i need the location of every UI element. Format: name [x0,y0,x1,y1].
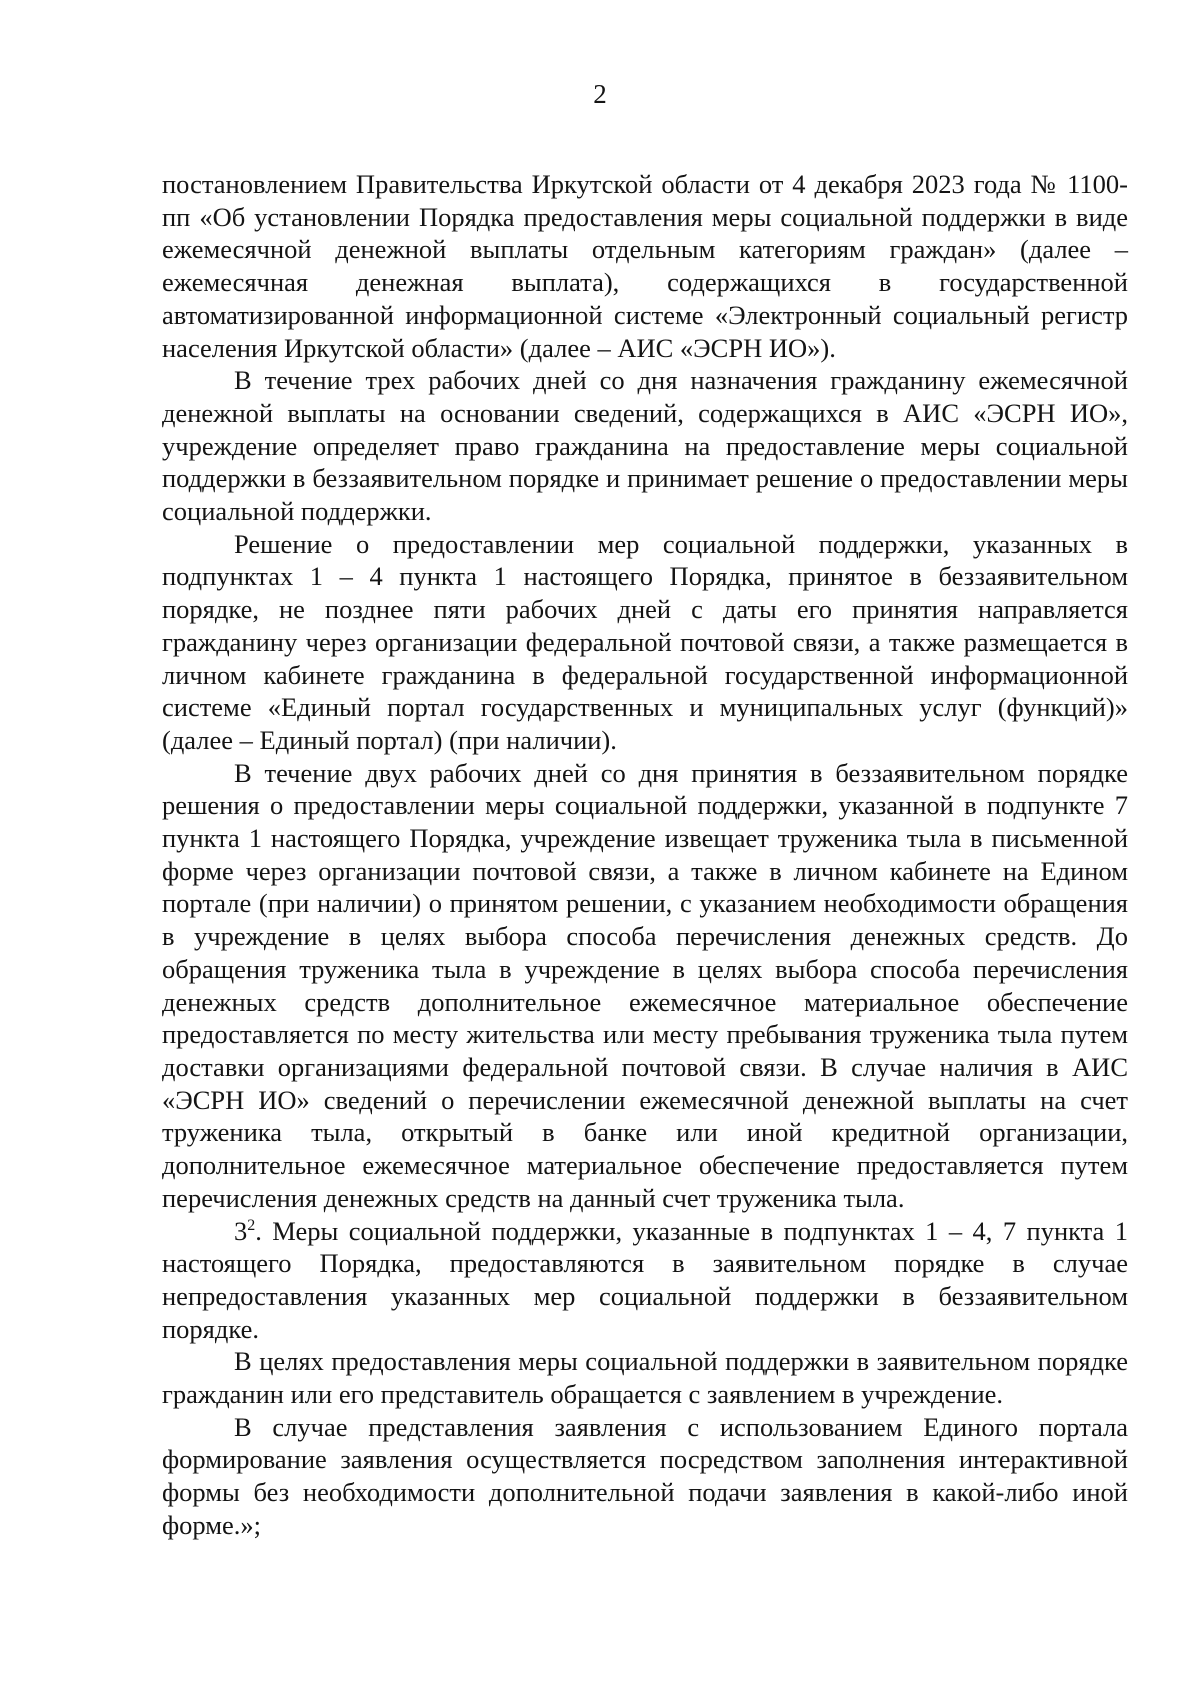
paragraph-continuation: постановлением Правительства Иркутской области от 4 декабря 2023 года № 1100-пп «Об установлении Порядка предоставления меры социальной поддержки в виде ежемесячной денежной выплаты отдельным категориям граждан» (далее – ежемесячная денежная выплата), содержащихся в государственной автоматизированной информационной системе «Электронный социальный регистр населения Иркутской области» (далее – АИС «ЭСРН ИО»). [162,169,1128,363]
paragraph-single-portal: В случае представления заявления с использованием Единого портала формирование заявления осуществляется посредством заполнения интерактивной формы без необходимости дополнительной подачи заявления в какой-либо иной форме.»; [162,1411,1128,1540]
clause-superscript: 2 [247,1216,256,1234]
paragraph-home-front-worker: В течение двух рабочих дней со дня принятия в беззаявительном порядке решения о предоставлении меры социальной поддержки, указанной в подпункте 7 пункта 1 настоящего Порядка, учреждение извещает труженика тыла в письменной форме через организации почтовой связи, а также в личном кабинете на Едином портале (при наличии) о принятом решении, с указанием необходимости обращения в учреждение в целях выбора способа перечисления денежных средств. До обращения труженика тыла в учреждение в целях выбора способа перечисления денежных средств дополнительное ежемесячное материальное обеспечение предоставляется по месту жительства или месту пребывания труженика тыла путем доставки организациями федеральной почтовой связи. В случае наличия в АИС «ЭСРН ИО» сведений о перечислении ежемесячной денежной выплаты на счет труженика тыла, открытый в банке или иной кредитной организации, дополнительное ежемесячное материальное обеспечение предоставляется путем перечисления денежных средств на данный счет труженика тыла. [162,757,1128,1213]
document-body [162,168,1128,1542]
paragraph-application-order: В целях предоставления меры социальной поддержки в заявительном порядке гражданин или его представитель обращается с заявлением в учреждение. [162,1346,1128,1410]
paragraph-clause-3-2 [162,1215,1128,1346]
paragraph-decision-notification: Решение о предоставлении мер социальной поддержки, указанных в подпунктах 1 – 4 пункта 1 настоящего Порядка, принятое в беззаявительном порядке, не позднее пяти рабочих дней с даты его принятия направляется гражданину через организации федеральной почтовой связи, а также размещается в личном кабинете гражданина в федеральной государственной информационной системе «Единый портал государственных и муниципальных услуг (функций)» (далее – Единый портал) (при наличии). [162,528,1128,755]
page-number: 2 [593,79,607,109]
clause-number: 3 [234,1215,248,1246]
paragraph-assignment-term: В течение трех рабочих дней со дня назначения гражданину ежемесячной денежной выплаты на основании сведений, содержащихся в АИС «ЭСРН ИО», учреждение определяет право гражданина на предоставление меры социальной поддержки в беззаявительном порядке и принимает решение о предоставлении меры социальной поддержки. [162,365,1128,527]
clause-text: . Меры социальной поддержки, указанные в подпунктах 1 – 4, 7 пункта 1 настоящего Порядка, предоставляются в заявительном порядке в случае непредоставления указанных мер социальной поддержки в беззаявительном порядке. [162,1215,1128,1344]
